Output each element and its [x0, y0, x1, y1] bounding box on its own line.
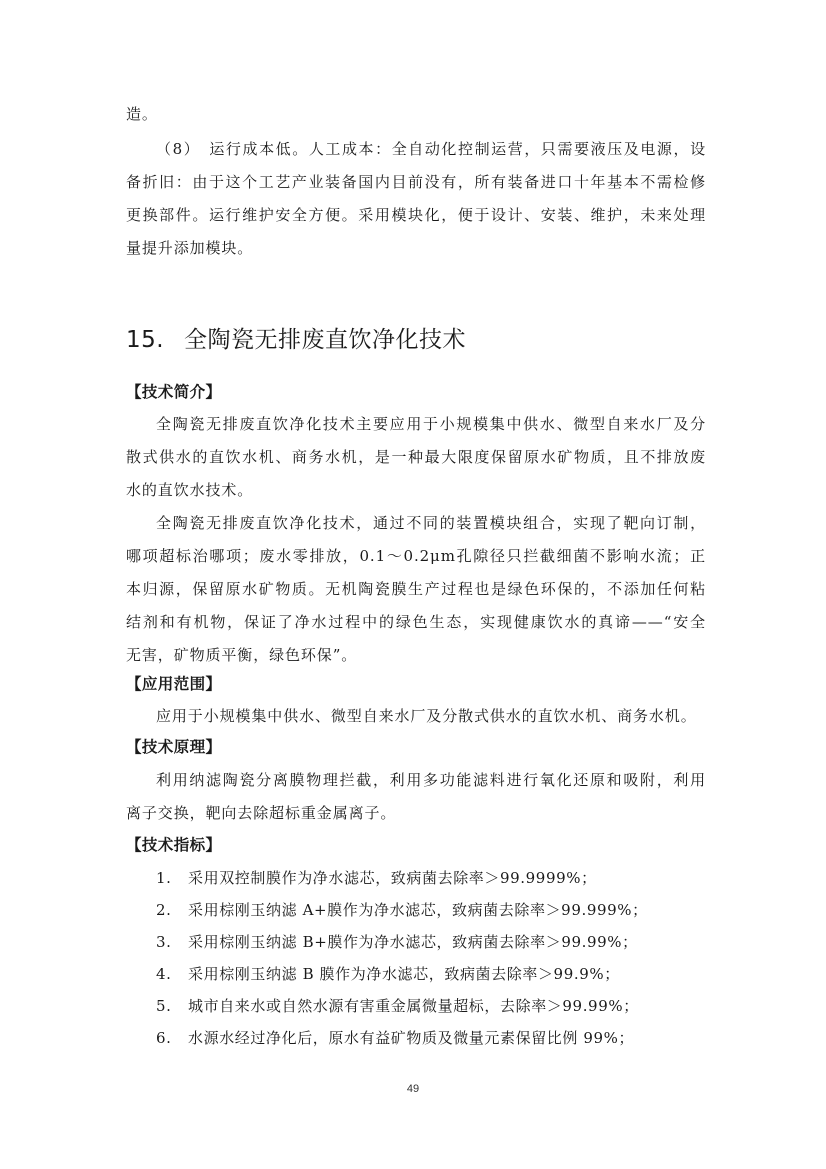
- text-line: 全陶瓷无排废直饮净化技术主要应用于小规模集中供水、微型自来水厂及分: [156, 415, 706, 433]
- list-item-number: 4.: [156, 965, 172, 983]
- text-line: 利用纳滤陶瓷分离膜物理拦截，利用多功能滤料进行氧化还原和吸附，利用: [156, 771, 706, 789]
- label-principle: 【技术原理】: [126, 738, 222, 756]
- text-line: 离子交换，靶向去除超标重金属离子。: [126, 804, 397, 822]
- text-line: 备折旧：由于这个工艺产业装备国内目前没有，所有装备进口十年基本不需检修: [126, 173, 706, 191]
- page-number: 49: [406, 1083, 420, 1095]
- point-8-paragraph: [126, 133, 706, 265]
- text-line: 更换部件。运行维护安全方便。采用模块化，便于设计、安装、维护，未来处理: [126, 206, 706, 224]
- list-item-number: 6.: [156, 1029, 172, 1047]
- list-item-text: 采用双控制膜作为净水滤芯，致病菌去除率＞99.9999%；: [188, 869, 597, 887]
- list-item-number: 5.: [156, 997, 172, 1015]
- label-intro: 【技术简介】: [126, 383, 222, 401]
- continuation-text: [126, 98, 706, 131]
- list-item-number: 3.: [156, 933, 172, 951]
- list-item-text: 采用棕刚玉纳滤 A+膜作为净水滤芯，致病菌去除率＞99.999%；: [188, 901, 648, 919]
- text-line: 结剂和有机物，保证了净水过程中的绿色生态，实现健康饮水的真谛——“安全: [126, 613, 706, 631]
- section-heading: [126, 320, 466, 360]
- list-item: [126, 926, 706, 958]
- text-line: 量提升添加模块。: [126, 239, 254, 257]
- scope-paragraph: [126, 700, 706, 733]
- list-item-text: 水源水经过净化后，原水有益矿物质及微量元素保留比例 99%；: [188, 1029, 635, 1047]
- list-item: [126, 894, 706, 926]
- principle-paragraph: [126, 764, 706, 830]
- list-item-text: 采用棕刚玉纳滤 B+膜作为净水滤芯，致病菌去除率＞99.99%；: [188, 933, 638, 951]
- list-item: [126, 990, 706, 1022]
- text-line: 本归源，保留原水矿物质。无机陶瓷膜生产过程也是绿色环保的，不添加任何粘: [126, 580, 706, 598]
- list-item-text: 城市自来水或自然水源有害重金属微量超标，去除率＞99.99%；: [188, 997, 639, 1015]
- intro-paragraph-2: [126, 507, 706, 672]
- text-line: 水的直饮水技术。: [126, 481, 254, 499]
- text-line: 散式供水的直饮水机、商务水机，是一种最大限度保留原水矿物质，且不排放废: [126, 448, 706, 466]
- section-title: 全陶瓷无排废直饮净化技术: [184, 327, 466, 353]
- text-line: 应用于小规模集中供水、微型自来水厂及分散式供水的直饮水机、商务水机。: [156, 707, 697, 725]
- intro-paragraph-1: [126, 408, 706, 507]
- indicator-list: [126, 862, 706, 1054]
- text-line: 全陶瓷无排废直饮净化技术，通过不同的装置模块组合，实现了靶向订制，: [156, 514, 706, 532]
- label-indicators: 【技术指标】: [126, 836, 222, 854]
- list-item-number: 1.: [156, 869, 172, 887]
- list-item-number: 2.: [156, 901, 172, 919]
- section-number: 15.: [126, 327, 165, 353]
- list-item: [126, 1022, 706, 1054]
- list-item: [126, 958, 706, 990]
- text-line: 造。: [126, 105, 158, 123]
- list-item-text: 采用棕刚玉纳滤 B 膜作为净水滤芯，致病菌去除率＞99.9%；: [188, 965, 620, 983]
- text-line: 无害，矿物质平衡，绿色环保”。: [126, 646, 358, 664]
- text-line: 哪项超标治哪项；废水零排放，0.1～0.2μm孔隙径只拦截细菌不影响水流；正: [126, 547, 706, 565]
- list-item: [126, 862, 706, 894]
- label-scope: 【应用范围】: [126, 675, 222, 693]
- text-line: （8） 运行成本低。人工成本：全自动化控制运营，只需要液压及电源，设: [156, 140, 706, 158]
